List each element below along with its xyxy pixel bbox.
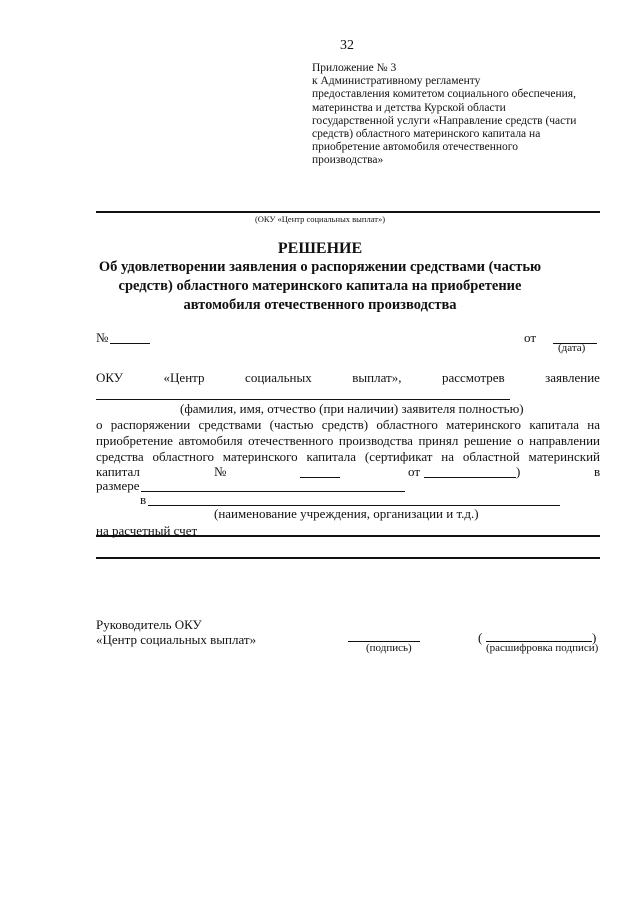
account-label: на расчетный счет [96,523,198,538]
bottom-divider [96,557,600,559]
fio-blank[interactable] [96,399,510,400]
appendix-line: приобретение автомобиля отечественного [312,141,518,154]
head-title-line2: «Центр социальных выплат» [96,632,257,647]
date-caption: (дата) [558,342,586,354]
intro-word: социальных [245,370,312,385]
number-label: № [96,330,109,345]
certificate-close-paren: ) [516,464,521,479]
intro-word: заявление [545,370,600,385]
appendix-line: материнства и детства Курской области [312,101,506,114]
org-caption: (ОКУ «Центр социальных выплат») [254,214,386,224]
signature-caption: (подпись) [366,642,412,654]
from-label: от [524,330,537,345]
appendix-line: к Административному регламенту [312,75,481,88]
head-title-line1: Руководитель ОКУ [96,617,202,632]
paragraph-line: средства областного материнского капитала (сертификат на областной материнский [96,449,600,464]
appendix-line: производства» [312,154,384,167]
certificate-from-label: от [408,464,421,479]
intro-row [96,370,600,386]
document-subtitle: Об удовлетворении заявления о распоряжении средствами (частью средств) областного материнского капитала на приобретение автомобиля отечественного производства [98,259,542,313]
certificate-number-label: № [214,464,227,479]
page-number: 32 [340,38,354,53]
document-title: РЕШЕНИЕ [277,240,363,257]
org-divider [96,211,600,213]
institution-caption: (наименование учреждения, организации и т.д.) [214,506,479,521]
account-line[interactable] [96,535,600,537]
appendix-line: государственной услуги «Направление средств (части [312,114,577,127]
decode-open-paren: ( [478,630,483,645]
decision-paragraph [96,417,600,465]
capital-word: капитал [96,464,140,479]
amount-blank[interactable] [141,491,405,492]
appendix-line: предоставления комитетом социального обеспечения, [312,88,576,101]
capital-in-word: в [594,464,601,479]
appendix-line: Приложение № 3 [312,62,397,74]
paragraph-line: приобретение автомобиля отечественного производства принял решение о направлении [96,433,600,448]
intro-word: рассмотрев [441,370,505,385]
decode-caption: (расшифровка подписи) [486,642,599,654]
certificate-number-blank[interactable] [300,477,340,478]
fio-caption: (фамилия, имя, отчество (при наличии) заявителя полностью) [180,401,524,416]
number-blank[interactable] [110,343,150,344]
intro-word: ОКУ [96,370,124,385]
intro-word: выплат», [352,370,402,385]
institution-in-label: в [140,492,147,507]
amount-label: размере [96,478,140,493]
appendix-block [312,62,612,168]
paragraph-line: о распоряжении средствами (частью средств) областного материнского капитала на [96,417,600,432]
appendix-line: средств) областного материнского капитала на [312,128,541,141]
certificate-date-blank[interactable] [424,477,516,478]
decode-close-paren: ) [592,630,597,645]
intro-word: «Центр [163,370,205,385]
